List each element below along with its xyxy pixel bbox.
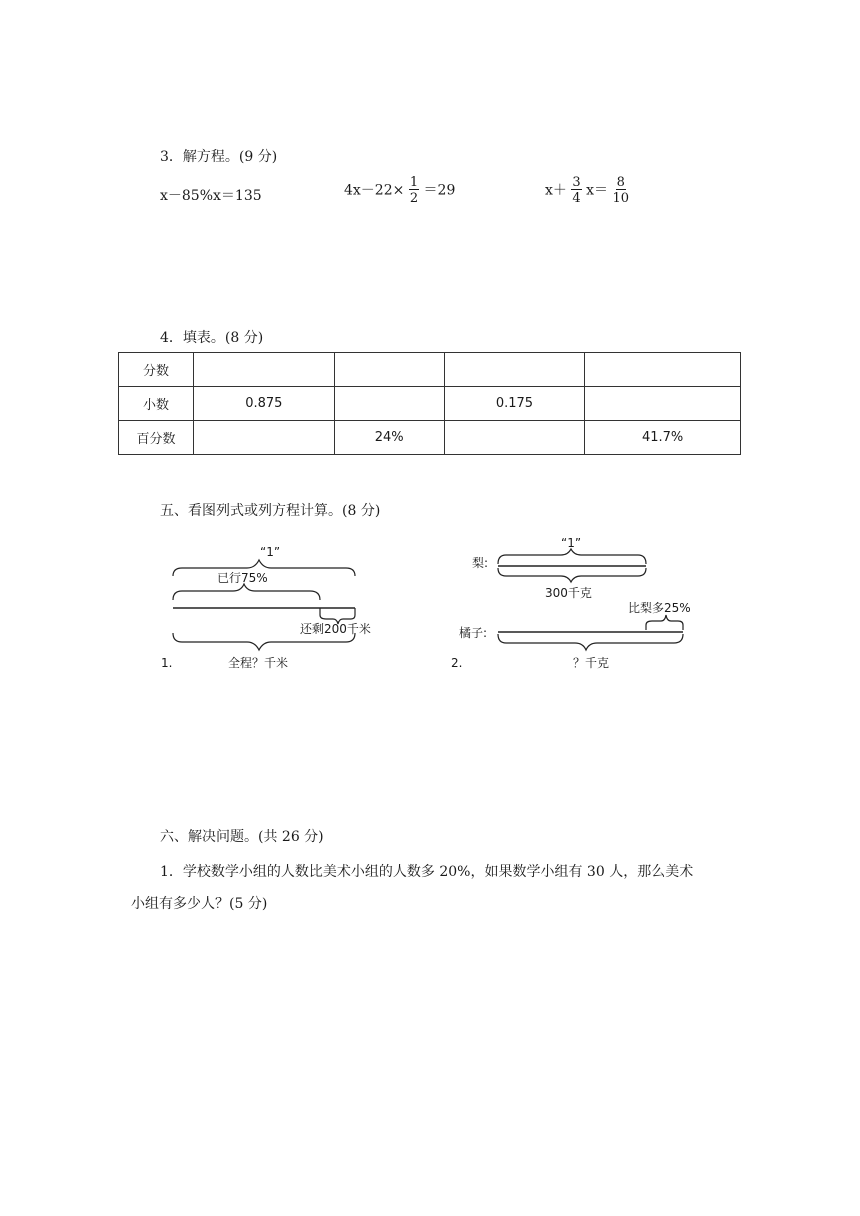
row-label: 百分数 xyxy=(119,421,194,455)
question-1-line-1: 1．学校数学小组的人数比美术小组的人数多 20%，如果数学小组有 30 人，那么美术 xyxy=(160,864,694,880)
orange-amount: ？千克 xyxy=(573,656,610,670)
equation-2-right: ＝29 xyxy=(423,182,456,199)
pear-amount: 300千克 xyxy=(545,586,592,600)
section-3-title: 3．解方程。(9 分) xyxy=(160,149,278,165)
equation-3 xyxy=(545,176,629,205)
fraction-numerator: 3 xyxy=(572,175,581,190)
row-label: 小数 xyxy=(119,387,194,421)
conversion-table xyxy=(118,352,741,455)
brace-orange xyxy=(498,634,683,650)
table-cell xyxy=(444,421,585,455)
diagram-2-unit-label: “1” xyxy=(561,536,582,550)
table-cell xyxy=(444,353,585,387)
row-label: 分数 xyxy=(119,353,194,387)
fraction-numerator: 8 xyxy=(616,175,625,190)
brace-pear-bottom xyxy=(498,568,646,582)
table-cell: 24% xyxy=(334,421,444,455)
fraction-numerator: 1 xyxy=(409,175,419,190)
table-row-decimal xyxy=(119,387,741,421)
fraction-eight-tenths xyxy=(612,176,629,205)
brace-traveled xyxy=(173,584,320,600)
diagram-1-number: 1. xyxy=(161,656,173,670)
traveled-label: 已行75% xyxy=(217,571,268,585)
table-cell xyxy=(585,353,741,387)
equation-2-left: 4x－22× xyxy=(344,182,405,199)
equation-2 xyxy=(344,176,455,205)
table-cell xyxy=(585,387,741,421)
question-1-line-2: 小组有多少人？(5 分) xyxy=(131,896,268,912)
section-5-title: 五、看图列式或列方程计算。(8 分) xyxy=(160,503,381,519)
diagram-2 xyxy=(448,530,708,680)
equation-3-left: x＋ xyxy=(545,182,567,199)
section-6-title: 六、解决问题。(共 26 分) xyxy=(160,829,324,845)
more-label: 比梨多25% xyxy=(628,601,691,615)
table-cell: 0.175 xyxy=(444,387,585,421)
equation-3-middle: x＝ xyxy=(586,182,608,199)
brace-more xyxy=(646,615,683,630)
table-row-fraction xyxy=(119,353,741,387)
fraction-denominator: 4 xyxy=(572,191,581,206)
remaining-label: 还剩200千米 xyxy=(300,622,371,636)
orange-label: 橘子: xyxy=(459,626,488,640)
table-cell xyxy=(334,353,444,387)
diagram-1-unit-label: “1” xyxy=(260,545,281,559)
section-4-title: 4．填表。(8 分) xyxy=(160,330,264,346)
diagram-1 xyxy=(160,530,400,680)
fraction-denominator: 10 xyxy=(612,191,629,206)
table-cell xyxy=(194,421,335,455)
total-label: 全程？千米 xyxy=(228,656,289,670)
table-cell xyxy=(194,353,335,387)
fraction-one-half xyxy=(409,176,419,205)
table-cell xyxy=(334,387,444,421)
table-cell: 0.875 xyxy=(194,387,335,421)
diagram-2-number: 2. xyxy=(451,656,463,670)
equation-1: x－85%x＝135 xyxy=(160,188,262,204)
fraction-denominator: 2 xyxy=(409,191,419,206)
fraction-three-quarters xyxy=(571,176,581,205)
pear-label: 梨: xyxy=(472,556,489,570)
table-row-percent xyxy=(119,421,741,455)
brace-pear-top xyxy=(498,549,646,564)
table-cell: 41.7% xyxy=(585,421,741,455)
